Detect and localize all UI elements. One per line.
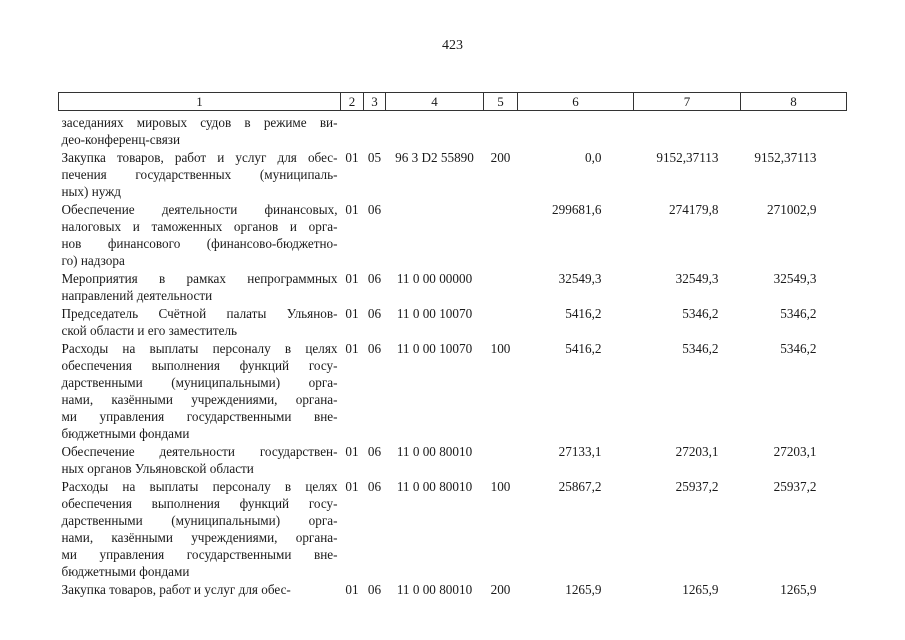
subsection-code-cell: 06	[367, 582, 382, 597]
target-article-cell: 11 0 00 80010	[396, 582, 473, 597]
expense-type-cell: 100	[490, 479, 511, 494]
table-row	[59, 478, 847, 581]
section-code-cell: 01	[345, 202, 359, 217]
row-name-line: печения государственных (муниципаль-	[61, 167, 338, 182]
target-article-cell: 11 0 00 80010	[396, 444, 473, 459]
row-name-line: ми управления государственными вне-	[61, 409, 338, 424]
expense-type-cell	[484, 111, 518, 150]
column-header: 3	[364, 93, 386, 111]
table-header-row	[59, 93, 847, 111]
column-header: 5	[484, 93, 518, 111]
amount-col6-cell	[518, 111, 634, 150]
table-row	[59, 149, 847, 201]
row-name-cell	[59, 111, 341, 150]
column-header: 6	[518, 93, 634, 111]
row-name-line: бюджетными фондами	[61, 426, 190, 441]
amount-col6-cell: 5416,2	[565, 341, 602, 356]
target-article-cell: 11 0 00 80010	[396, 479, 473, 494]
table-row	[59, 270, 847, 305]
row-name-cell	[59, 270, 341, 305]
row-name-cell	[59, 478, 341, 581]
row-name-cell	[59, 581, 341, 599]
row-name-line: обеспечения выполнения функций госу-	[61, 496, 338, 511]
expense-type-cell	[484, 443, 518, 478]
table-row	[59, 111, 847, 150]
section-code-cell: 01	[345, 306, 359, 321]
subsection-code-cell: 06	[367, 341, 382, 356]
amount-col6-cell: 0,0	[585, 150, 602, 165]
row-name-line: Расходы на выплаты персоналу в целях	[61, 341, 338, 356]
amount-col7-cell: 9152,37113	[656, 150, 719, 165]
target-article-cell: 11 0 00 10070	[396, 306, 473, 321]
section-code-cell: 01	[345, 582, 359, 597]
row-name-cell	[59, 201, 341, 270]
amount-col7-cell: 5346,2	[682, 341, 719, 356]
target-article-cell: 11 0 00 00000	[396, 271, 473, 286]
amount-col7-cell: 27203,1	[675, 444, 719, 459]
amount-col7-cell: 25937,2	[675, 479, 719, 494]
amount-col7-cell: 274179,8	[669, 202, 719, 217]
table-row	[59, 581, 847, 599]
section-code-cell: 01	[345, 341, 359, 356]
target-article-cell: 11 0 00 10070	[396, 341, 473, 356]
amount-col7-cell: 5346,2	[682, 306, 719, 321]
row-name-cell	[59, 443, 341, 478]
column-header: 1	[59, 93, 341, 111]
amount-col7-cell: 1265,9	[682, 582, 719, 597]
row-name-line: направлений деятельности	[61, 288, 213, 303]
subsection-code-cell	[364, 111, 386, 150]
row-name-cell	[59, 305, 341, 340]
amount-col6-cell: 25867,2	[558, 479, 602, 494]
row-name-line: го) надзора	[61, 253, 125, 268]
amount-col7-cell: 32549,3	[675, 271, 719, 286]
expense-type-cell: 200	[490, 150, 511, 165]
amount-col7-cell	[634, 111, 741, 150]
row-name-line: део-конференц-связи	[61, 132, 181, 147]
row-name-line: заседаниях мировых судов в режиме ви-	[61, 115, 338, 130]
subsection-code-cell: 06	[367, 202, 382, 217]
page-number: 423	[442, 38, 463, 53]
table-body	[59, 111, 847, 600]
expense-type-cell	[484, 305, 518, 340]
expense-type-cell: 200	[490, 582, 511, 597]
section-code-cell: 01	[345, 271, 359, 286]
expense-type-cell	[484, 270, 518, 305]
amount-col8-cell: 32549,3	[773, 271, 817, 286]
amount-col8-cell: 27203,1	[773, 444, 817, 459]
section-code-cell: 01	[345, 444, 359, 459]
amount-col6-cell: 1265,9	[565, 582, 602, 597]
row-name-line: Расходы на выплаты персоналу в целях	[61, 479, 338, 494]
row-name-cell	[59, 149, 341, 201]
row-name-line: Обеспечение деятельности государствен-	[61, 444, 338, 459]
column-header: 7	[634, 93, 741, 111]
section-code-cell: 01	[345, 479, 359, 494]
subsection-code-cell: 06	[367, 271, 382, 286]
amount-col6-cell: 299681,6	[552, 202, 602, 217]
row-name-line: бюджетными фондами	[61, 564, 190, 579]
subsection-code-cell: 06	[367, 306, 382, 321]
row-name-line: Закупка товаров, работ и услуг для обес-	[61, 582, 291, 597]
budget-table	[58, 92, 847, 599]
expense-type-cell	[484, 201, 518, 270]
row-name-line: нов финансового (финансово-бюджетно-	[61, 236, 338, 251]
row-name-line: налоговых и таможенных органов и орга-	[61, 219, 338, 234]
row-name-line: ных) нужд	[61, 184, 121, 199]
subsection-code-cell: 05	[367, 150, 382, 165]
row-name-line: обеспечения выполнения функций госу-	[61, 358, 338, 373]
subsection-code-cell: 06	[367, 479, 382, 494]
target-article-cell: 96 3 D2 55890	[395, 150, 474, 165]
row-name-line: дарственными (муниципальными) орга-	[61, 513, 338, 528]
row-name-line: Председатель Счётной палаты Ульянов-	[61, 306, 338, 321]
amount-col6-cell: 27133,1	[558, 444, 602, 459]
amount-col8-cell: 25937,2	[773, 479, 817, 494]
row-name-cell	[59, 340, 341, 443]
table-row	[59, 443, 847, 478]
column-header: 8	[741, 93, 847, 111]
expense-type-cell: 100	[490, 341, 511, 356]
amount-col8-cell: 9152,37113	[754, 150, 817, 165]
column-header: 2	[341, 93, 364, 111]
row-name-line: Мероприятия в рамках непрограммных	[61, 271, 338, 286]
row-name-line: ской области и его заместитель	[61, 323, 238, 338]
table-row	[59, 305, 847, 340]
row-name-line: нами, казёнными учреждениями, органа-	[61, 530, 338, 545]
amount-col6-cell: 5416,2	[565, 306, 602, 321]
section-code-cell: 01	[345, 150, 359, 165]
amount-col8-cell: 1265,9	[780, 582, 817, 597]
table-row	[59, 340, 847, 443]
target-article-cell	[386, 201, 484, 270]
row-name-line: нами, казёнными учреждениями, органа-	[61, 392, 338, 407]
amount-col6-cell: 32549,3	[558, 271, 602, 286]
row-name-line: ных органов Ульяновской области	[61, 461, 254, 476]
amount-col8-cell: 5346,2	[780, 341, 817, 356]
subsection-code-cell: 06	[367, 444, 382, 459]
column-header: 4	[386, 93, 484, 111]
row-name-line: дарственными (муниципальными) орга-	[61, 375, 338, 390]
table-row	[59, 201, 847, 270]
section-code-cell	[341, 111, 364, 150]
amount-col8-cell: 5346,2	[780, 306, 817, 321]
row-name-line: Закупка товаров, работ и услуг для обес-	[61, 150, 338, 165]
amount-col8-cell: 271002,9	[767, 202, 817, 217]
amount-col8-cell	[741, 111, 847, 150]
target-article-cell	[386, 111, 484, 150]
row-name-line: Обеспечение деятельности финансовых,	[61, 202, 338, 217]
row-name-line: ми управления государственными вне-	[61, 547, 338, 562]
